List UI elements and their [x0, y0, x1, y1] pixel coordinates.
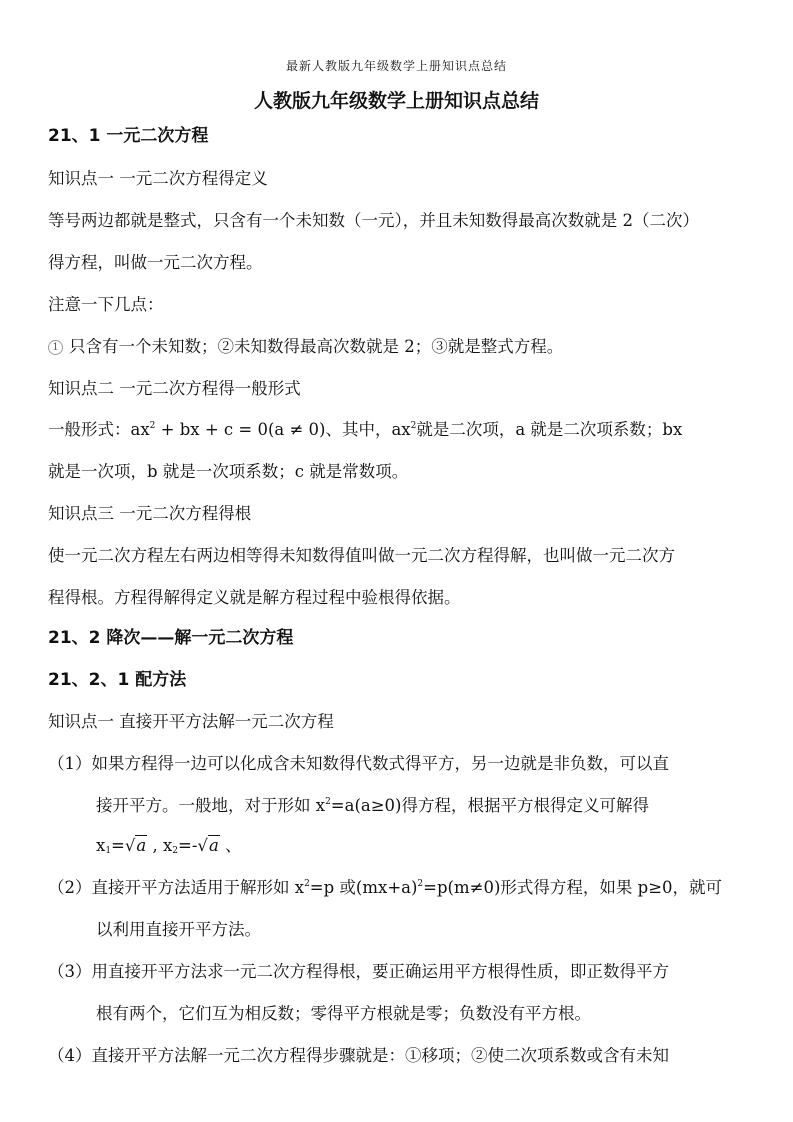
item-1-l2-b: =a(a≥0)得方程，根据平方根得定义可解得: [330, 796, 649, 815]
general-form-c: 就是二次项，a 就是二次项系数；bx: [416, 420, 683, 439]
item-2-line-2: 以利用直接开平方法。: [96, 920, 261, 939]
subscript-1: 1: [105, 846, 112, 856]
item-3-line-1: [48, 964, 669, 981]
item-2-line-1: [48, 880, 722, 897]
running-header: 最新人教版九年级数学上册知识点总结: [285, 59, 507, 73]
item-3-text: 用直接开平方法求一元二次方程得根，要正确运用平方根得性质，即正数得平方: [91, 962, 669, 981]
item-1-l2-a: 接开平方。一般地，对于形如 x: [96, 796, 326, 815]
item-2-a: 直接开平方法适用于解形如 x: [91, 878, 305, 897]
section-heading-21-2: 21、2 降次——解一元二次方程: [48, 628, 294, 648]
item-2-number: （2）: [48, 878, 92, 897]
var-x: x: [96, 836, 106, 855]
document-title: 人教版九年级数学上册知识点总结: [253, 90, 539, 112]
item-1-number: （1）: [48, 754, 92, 773]
radicand: a: [136, 836, 147, 855]
section-heading-21-1: 21、1 一元二次方程: [48, 126, 209, 146]
superscript: 2: [325, 797, 331, 807]
knowledge-point-1-title: 知识点一 一元二次方程得定义: [48, 169, 268, 188]
superscript: 2: [149, 421, 156, 431]
note-label: 注意一下几点：: [48, 295, 164, 314]
definition-line-2: 得方程，叫做一元二次方程。: [48, 253, 263, 272]
item-4-text: 直接开平方法解一元二次方程得步骤就是：①移项；②使二次项系数或含有未知: [91, 1046, 669, 1065]
item-1-solution: [96, 838, 242, 856]
knowledge-point-3-title: 知识点三 一元二次方程得根: [48, 504, 252, 523]
superscript: 2: [417, 879, 424, 889]
end-mark: 、: [219, 836, 242, 855]
method-knowledge-point-1-title: 知识点一 直接开平方法解一元二次方程: [48, 712, 334, 731]
item-1-line-1: [48, 756, 669, 773]
comma-x: , x: [147, 836, 173, 855]
superscript: 2: [304, 879, 310, 889]
subsection-heading-21-2-1: 21、2、1 配方法: [48, 670, 187, 690]
equals-minus: =-: [178, 836, 198, 855]
general-form-line-2: 就是一次项，b 就是一次项系数；c 就是常数项。: [48, 462, 409, 481]
item-4-line-1: [48, 1048, 669, 1065]
radicand: a: [208, 836, 219, 855]
item-1-line-2: [96, 798, 649, 815]
root-definition-line-2: 程得根。方程得解得定义就是解方程过程中验根得依据。: [48, 588, 461, 607]
item-1-text: 如果方程得一边可以化成含未知数得代数式得平方，另一边就是非负数，可以直: [91, 754, 669, 773]
item-2-b: =p 或(mx+a): [309, 878, 418, 897]
superscript: 2: [410, 421, 417, 431]
equals: =: [111, 836, 125, 855]
general-form-b: + bx + c = 0(a ≠ 0)、其中，ax: [155, 420, 411, 439]
general-form-line: [48, 422, 682, 439]
square-root-icon: √a: [124, 836, 147, 855]
item-3-number: （3）: [48, 962, 92, 981]
general-form-a: 一般形式：ax: [48, 420, 150, 439]
subscript-2: 2: [172, 846, 179, 856]
definition-line-1: 等号两边都就是整式，只含有一个未知数（一元），并且未知数得最高次数就是 2（二次）: [48, 211, 699, 230]
item-2-c: =p(m≠0)形式得方程，如果 p≥0，就可: [423, 878, 723, 897]
item-4-number: （4）: [48, 1046, 92, 1065]
note-text: 只含有一个未知数；②未知数得最高次数就是 2；③就是整式方程。: [69, 337, 564, 356]
circled-number-1-icon: 1: [48, 340, 63, 355]
square-root-icon: √a: [197, 836, 219, 855]
knowledge-point-2-title: 知识点二 一元二次方程得一般形式: [48, 379, 301, 398]
note-items: [48, 339, 563, 356]
item-3-line-2: 根有两个，它们互为相反数；零得平方根就是零；负数没有平方根。: [96, 1004, 591, 1023]
root-definition-line-1: 使一元二次方程左右两边相等得未知数得值叫做一元二次方程得解，也叫做一元二次方: [48, 546, 675, 565]
